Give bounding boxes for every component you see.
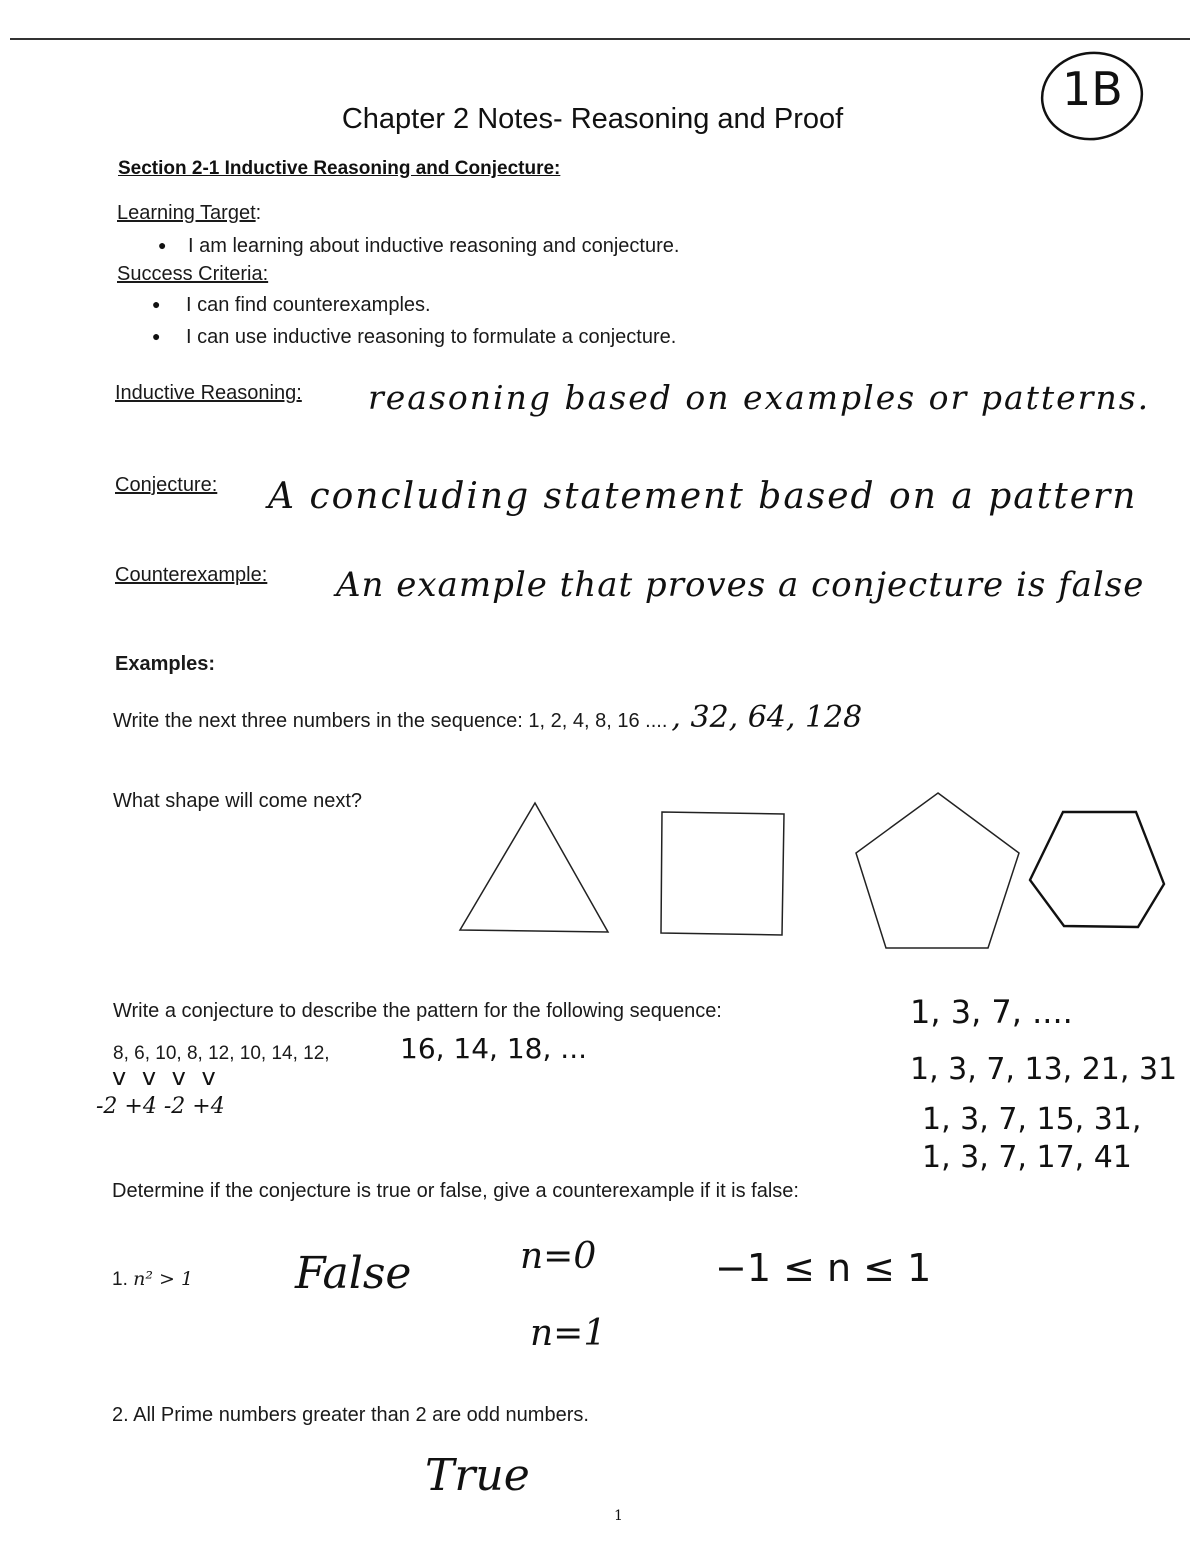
bullet-icon: ● — [152, 328, 161, 344]
definition-answer-conjecture: A concluding statement based on a pattern — [268, 476, 1138, 517]
square-shape — [658, 808, 788, 940]
triangle-shape — [455, 800, 615, 940]
definition-answer-inductive: reasoning based on examples or patterns. — [368, 378, 1151, 417]
pentagon-shape — [852, 790, 1024, 952]
problem-1-statement: 1. n² > 1 — [112, 1268, 194, 1290]
definition-term-inductive: Inductive Reasoning: — [115, 382, 302, 404]
definition-answer-counterexample: An example that proves a conjecture is false — [336, 565, 1145, 605]
side-work-line: 1, 3, 7, 13, 21, 31 — [910, 1052, 1178, 1087]
success-criteria-item: I can use inductive reasoning to formulate a conjecture. — [186, 326, 677, 348]
learning-target-label: Learning Target: — [117, 202, 262, 224]
problem-1-range: −1 ≤ n ≤ 1 — [715, 1246, 932, 1290]
sequence-answer: , 32, 64, 128 — [671, 700, 863, 735]
bullet-icon: ● — [152, 296, 161, 312]
page-title: Chapter 2 Notes- Reasoning and Proof — [341, 103, 844, 135]
shape-question: What shape will come next? — [113, 790, 363, 812]
examples-heading: Examples: — [115, 653, 216, 675]
top-rule — [10, 38, 1190, 40]
page-number: 1 — [614, 1508, 623, 1524]
conjecture-continuation: 16, 14, 18, ... — [400, 1032, 587, 1065]
side-work-line: 1, 3, 7, 17, 41 — [922, 1140, 1132, 1175]
determine-question: Determine if the conjecture is true or false, give a counterexample if it is false: — [112, 1180, 799, 1202]
side-work-line: 1, 3, 7, 15, 31, — [922, 1102, 1142, 1137]
sequence-question: Write the next three numbers in the sequence: 1, 2, 4, 8, 16 .... , 32, 64, 128 — [113, 700, 863, 735]
problem-2-answer: True — [425, 1450, 530, 1501]
definition-term-conjecture: Conjecture: — [115, 474, 218, 496]
problem-1-work: n=0 — [520, 1236, 597, 1277]
bullet-icon: ● — [158, 237, 167, 253]
section-heading: Section 2-1 Inductive Reasoning and Conjecture: — [118, 158, 561, 179]
difference-values: -2 +4 -2 +4 — [96, 1094, 225, 1119]
hexagon-shape — [1026, 808, 1170, 932]
conjecture-sequence: 8, 6, 10, 8, 12, 10, 14, 12, — [113, 1043, 330, 1064]
grade-mark: 1B — [1062, 62, 1123, 116]
problem-1-answer: False — [295, 1248, 412, 1299]
success-criteria-label: Success Criteria: — [117, 263, 269, 285]
success-criteria-item: I can find counterexamples. — [186, 294, 431, 316]
problem-1-work: n=1 — [530, 1313, 607, 1354]
difference-checks: v v v v — [112, 1063, 220, 1091]
conjecture-question: Write a conjecture to describe the pattern for the following sequence: — [113, 1000, 722, 1022]
learning-target-item: I am learning about inductive reasoning and conjecture. — [188, 235, 680, 257]
side-work-line: 1, 3, 7, .... — [910, 993, 1073, 1031]
problem-2-statement: 2. All Prime numbers greater than 2 are odd numbers. — [112, 1404, 589, 1426]
definition-term-counterexample: Counterexample: — [115, 564, 268, 586]
